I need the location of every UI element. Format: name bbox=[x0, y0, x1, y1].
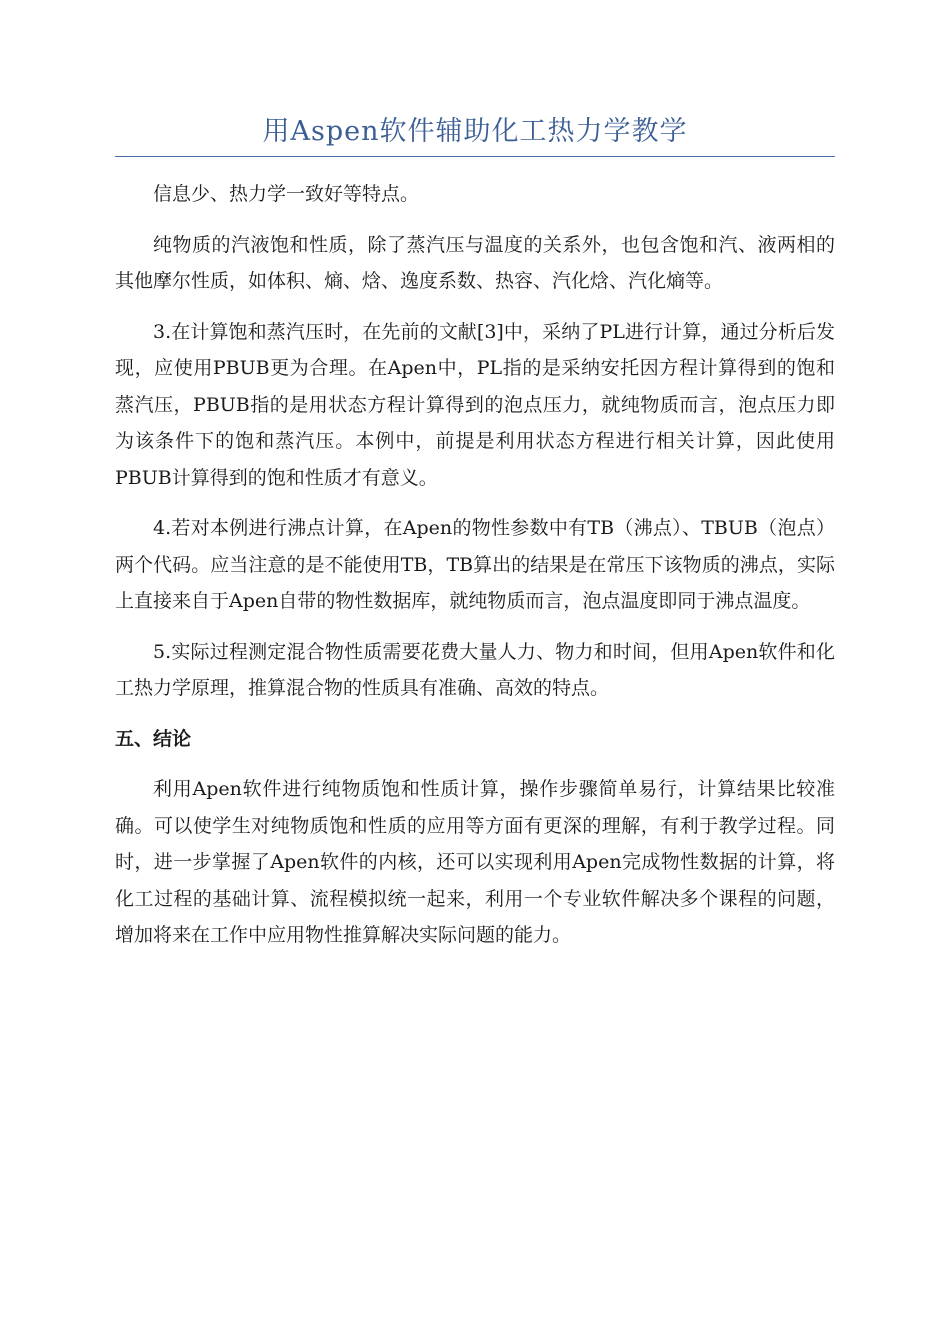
paragraph-conclusion: 利用Apen软件进行纯物质饱和性质计算，操作步骤简单易行，计算结果比较准确。可以使学生对纯物质饱和性质的应用等方面有更深的理解，有利于教学过程。同时，进一步掌握了Apen软件的内核，还可以实现利用Apen完成物性数据的计算，将化工过程的基础计算、流程模拟统一起来，利用一个专业软件解决多个课程的问题，增加将来在工作中应用物性推算解决实际问题的能力。 bbox=[115, 778, 835, 946]
page-header bbox=[115, 112, 835, 157]
paragraph-point-4: 4.若对本例进行沸点计算，在Apen的物性参数中有TB（沸点）、TBUB（泡点）两个代码。应当注意的是不能使用TB，TB算出的结果是在常压下该物质的沸点，实际上直接来自于Apen自带的物性数据库，就纯物质而言，泡点温度即同于沸点温度。 bbox=[115, 517, 835, 612]
document-body bbox=[115, 176, 835, 968]
paragraph-saturation-properties: 纯物质的汽液饱和性质，除了蒸汽压与温度的关系外，也包含饱和汽、液两相的其他摩尔性质，如体积、熵、焓、逸度系数、热容、汽化焓、汽化熵等。 bbox=[115, 233, 835, 292]
header-title: 用Aspen软件辅助化工热力学教学 bbox=[262, 116, 688, 147]
section-heading-conclusion: 五、结论 bbox=[115, 727, 192, 750]
paragraph-point-5: 5.实际过程测定混合物性质需要花费大量人力、物力和时间，但用Apen软件和化工热力学原理，推算混合物的性质具有准确、高效的特点。 bbox=[115, 640, 835, 699]
paragraph-point-3: 3.在计算饱和蒸汽压时，在先前的文献[3]中，采纳了PL进行计算，通过分析后发现，应使用PBUB更为合理。在Apen中，PL指的是采纳安托因方程计算得到的饱和蒸汽压，PBUB指的是用状态方程计算得到的泡点压力，就纯物质而言，泡点压力即为该条件下的饱和蒸汽压。本例中，前提是利用状态方程进行相关计算，因此使用PBUB计算得到的饱和性质才有意义。 bbox=[115, 320, 835, 489]
paragraph-continuation: 信息少、热力学一致好等特点。 bbox=[153, 183, 420, 205]
